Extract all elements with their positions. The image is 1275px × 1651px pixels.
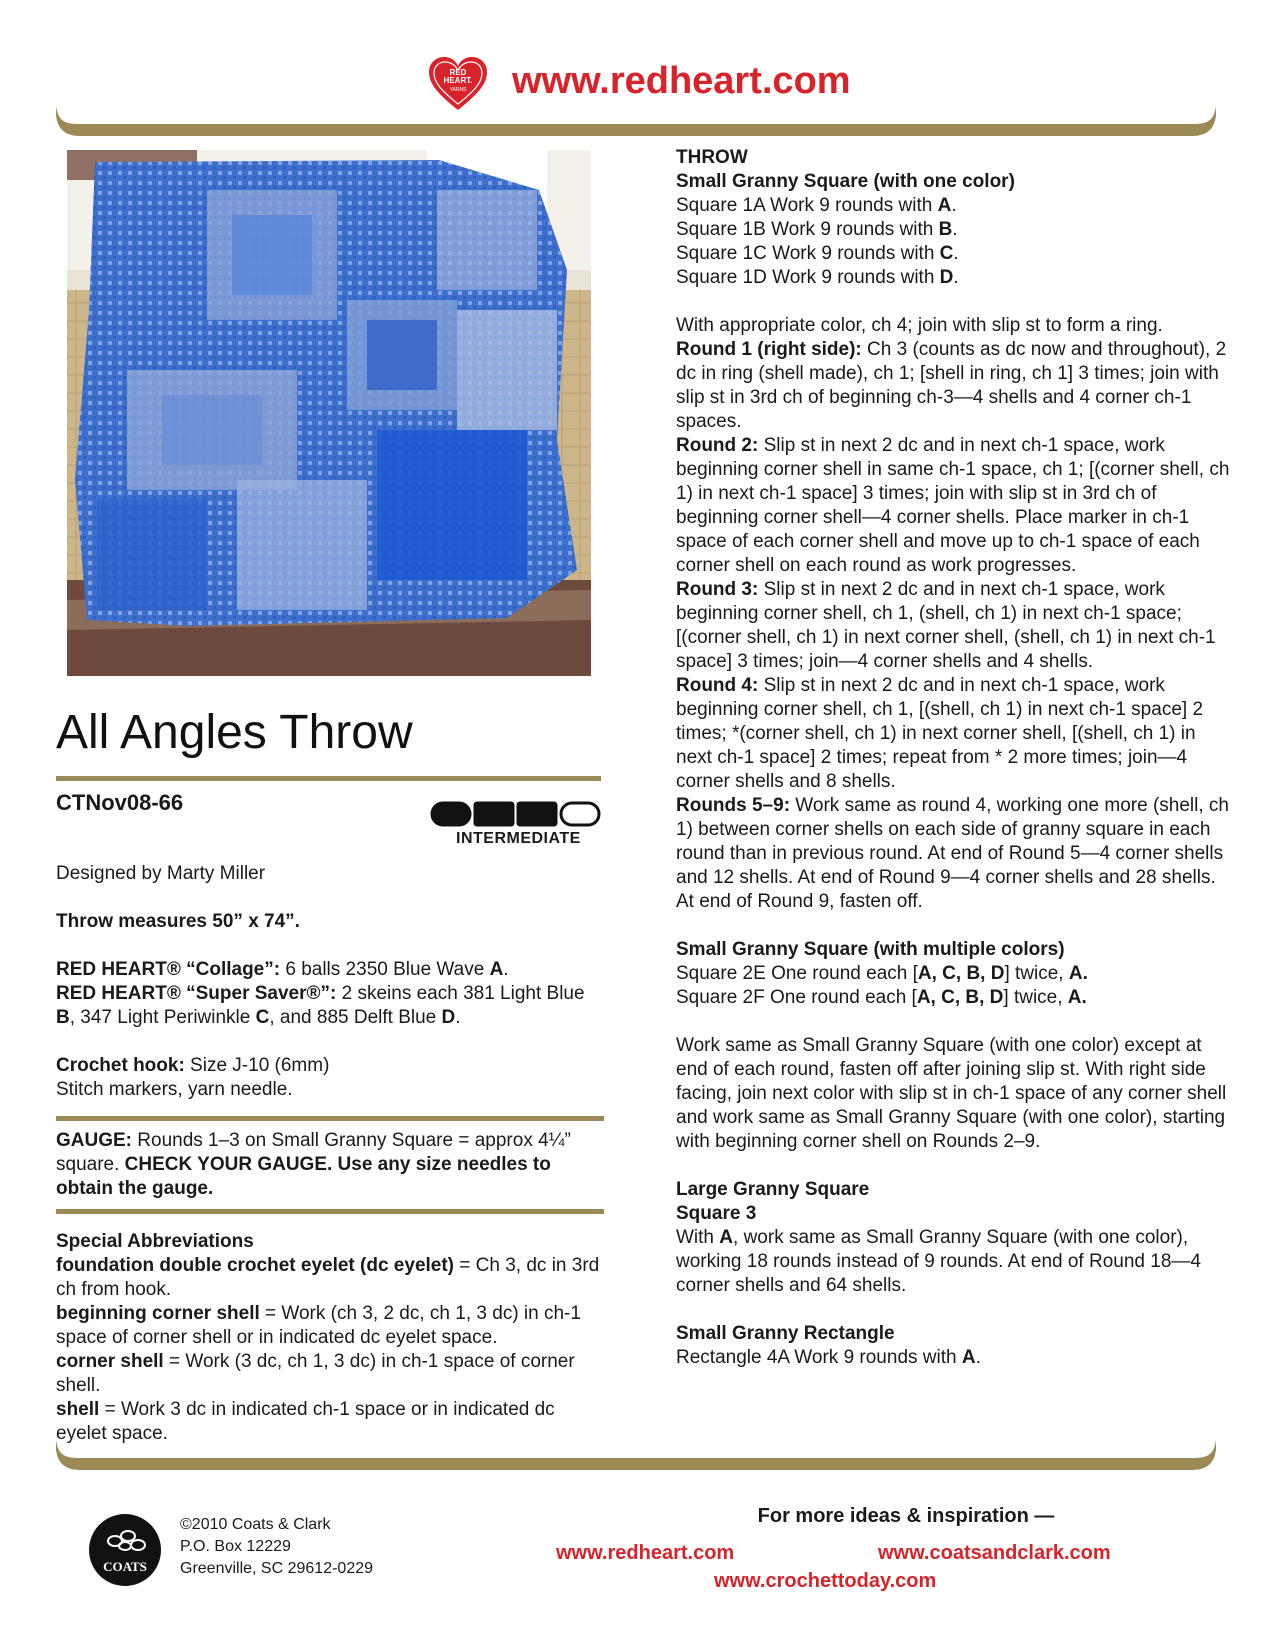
round-1 bbox=[676, 338, 1236, 434]
pattern-code: CTNov08-66 bbox=[56, 790, 184, 815]
yarn2-period: . bbox=[455, 1007, 461, 1028]
hook-text: Size J-10 (6mm) bbox=[184, 1055, 330, 1076]
footer-link-crochettoday[interactable]: www.crochettoday.com bbox=[714, 1570, 937, 1592]
color-letter: A bbox=[961, 1347, 976, 1368]
square-line bbox=[676, 194, 1236, 218]
rect-heading-text: Small Granny Rectangle bbox=[676, 1323, 895, 1344]
gauge-label: GAUGE: bbox=[56, 1130, 132, 1151]
lgs-heading-text: Large Granny Square bbox=[676, 1179, 870, 1200]
yarn1-letter: A bbox=[489, 959, 504, 980]
throw-photo bbox=[67, 150, 591, 676]
yarn2-label: RED HEART® “Super Saver®”: bbox=[56, 983, 337, 1004]
logo-text-heart: HEART. bbox=[443, 76, 473, 85]
rect-line bbox=[676, 1346, 1236, 1370]
twice-text: ] twice, bbox=[1004, 963, 1069, 984]
period: . bbox=[953, 267, 959, 288]
notions-line: Stitch markers, yarn needle. bbox=[56, 1079, 293, 1100]
square-line bbox=[676, 218, 1236, 242]
twice-text: ] twice, bbox=[1003, 987, 1068, 1008]
sgs2-heading bbox=[676, 938, 1236, 962]
square-1b: Square 1B Work 9 rounds with bbox=[676, 219, 939, 240]
square-line bbox=[676, 986, 1236, 1010]
logo-text-red: RED bbox=[449, 68, 467, 77]
abbr-item bbox=[56, 1254, 604, 1302]
color-letter: D bbox=[939, 267, 954, 288]
square-line bbox=[676, 266, 1236, 290]
sq3-heading-text: Square 3 bbox=[676, 1203, 757, 1224]
lgs-text bbox=[676, 1226, 1236, 1298]
period: . bbox=[1081, 987, 1087, 1008]
round-2 bbox=[676, 434, 1236, 578]
skill-segment-filled bbox=[475, 803, 513, 825]
yarn-collage bbox=[56, 958, 604, 982]
more-ideas-label: For more ideas & inspiration — bbox=[757, 1505, 1055, 1527]
color-sequence: A, C, B, D bbox=[917, 963, 1005, 984]
size-line bbox=[56, 910, 604, 934]
square-line bbox=[676, 242, 1236, 266]
period: . bbox=[975, 1347, 981, 1368]
yarn2-letter-d: D bbox=[441, 1007, 456, 1028]
gauge-rule-bottom bbox=[56, 1209, 604, 1214]
round-label: Round 2: bbox=[676, 435, 759, 456]
coats-logo bbox=[88, 1513, 162, 1587]
square-1a: Square 1A Work 9 rounds with bbox=[676, 195, 938, 216]
skill-level-meter bbox=[428, 800, 604, 828]
yarn-super-saver bbox=[56, 982, 604, 1030]
title-rule bbox=[56, 776, 601, 781]
po-box: P.O. Box 12229 bbox=[180, 1538, 291, 1555]
color-letter: A bbox=[937, 195, 952, 216]
sgs1-heading-text: Small Granny Square (with one color) bbox=[676, 171, 1015, 192]
abbr-term: beginning corner shell bbox=[56, 1303, 260, 1324]
color-letter: A bbox=[1068, 963, 1083, 984]
period: . bbox=[953, 243, 959, 264]
throw-heading bbox=[676, 146, 1236, 170]
yarn2-letter-c: C bbox=[255, 1007, 270, 1028]
yarn2-letter-b: B bbox=[56, 1007, 70, 1028]
color-letter: C bbox=[939, 243, 954, 264]
round-text: Slip st in next 2 dc and in next ch-1 space, work beginning corner shell, ch 1, [(shell, ch 1) in next ch-1 space] 2 times; *(corner shell, ch 1) in next corner shell, [(shell, ch 1) in next ch-1 space] 2 times; repeat from * 2 more times; join—4 corner shells and 8 shells. bbox=[676, 675, 1204, 792]
yarn1-text: 6 balls 2350 Blue Wave bbox=[280, 959, 490, 980]
square-2f: Square 2F One round each [ bbox=[676, 987, 917, 1008]
gauge-text: Rounds 1–3 on Small Granny Square = approx 4¼” square. bbox=[56, 1130, 571, 1175]
round-label: Round 3: bbox=[676, 579, 759, 600]
yarn2-text-c: , and 885 Delft Blue bbox=[269, 1007, 442, 1028]
lgs-body: , work same as Small Granny Square (with one color), working 18 rounds instead of 9 rounds. At end of Round 18—4 corner shells and 64 shells. bbox=[676, 1227, 1201, 1296]
designer-credit: Designed by Marty Miller bbox=[56, 863, 266, 884]
abbr-term: foundation double crochet eyelet (dc eyelet) bbox=[56, 1255, 455, 1276]
skill-segment-empty bbox=[561, 803, 599, 825]
copyright: ©2010 Coats & Clark bbox=[180, 1516, 331, 1533]
size-text: Throw measures 50” x 74”. bbox=[56, 911, 300, 932]
round-label: Round 4: bbox=[676, 675, 759, 696]
hook-label: Crochet hook: bbox=[56, 1055, 185, 1076]
instructions-column bbox=[676, 146, 1236, 1370]
square-1c: Square 1C Work 9 rounds with bbox=[676, 243, 940, 264]
abbr-def: = Ch 3, dc in 3rd ch from hook. bbox=[56, 1255, 600, 1300]
rect-heading bbox=[676, 1322, 1236, 1346]
rect-4a: Rectangle 4A Work 9 rounds with bbox=[676, 1347, 962, 1368]
sgs1-heading bbox=[676, 170, 1236, 194]
lgs-with: With bbox=[676, 1227, 720, 1248]
yarn1-label: RED HEART® “Collage”: bbox=[56, 959, 281, 980]
pattern-title: All Angles Throw bbox=[56, 706, 413, 759]
abbr-def: = Work (3 dc, ch 1, 3 dc) in ch-1 space of corner shell. bbox=[56, 1351, 575, 1396]
skill-segment-filled bbox=[518, 803, 556, 825]
coats-logo-text: COATS bbox=[103, 1559, 147, 1574]
abbr-term: shell bbox=[56, 1399, 100, 1420]
abbr-item bbox=[56, 1302, 604, 1350]
publisher-address bbox=[180, 1514, 373, 1580]
round-text: Work same as round 4, working one more (shell, ch 1) between corner shells on each side of granny square in each round than in previous round. At end of Round 5—4 corner shells and 12 shells. At end of Round 9—4 corner shells and 28 shells. At end of Round 9, fasten off. bbox=[676, 795, 1229, 912]
period: . bbox=[1082, 963, 1088, 984]
color-sequence: A, C, B, D bbox=[916, 987, 1004, 1008]
round-4 bbox=[676, 674, 1236, 794]
skill-segment-filled bbox=[432, 803, 470, 825]
sgs2-heading-text: Small Granny Square (with multiple colors) bbox=[676, 939, 1065, 960]
header-swoosh-divider bbox=[56, 104, 1216, 136]
lgs-heading bbox=[676, 1178, 1236, 1202]
square-1d: Square 1D Work 9 rounds with bbox=[676, 267, 940, 288]
header-site-link[interactable]: www.redheart.com bbox=[512, 60, 851, 102]
footer-swoosh-divider bbox=[56, 1438, 1216, 1470]
period: . bbox=[951, 195, 957, 216]
city-line: Greenville, SC 29612-0229 bbox=[180, 1560, 374, 1577]
period: . bbox=[952, 219, 958, 240]
yarn2-text-a: 2 skeins each 381 Light Blue bbox=[336, 983, 585, 1004]
round-text: Slip st in next 2 dc and in next ch-1 space, work beginning corner shell in same ch-1 space, ch 1; [(corner shell, ch 1) in next ch-1 space] 3 times; join with slip st in 3rd ch of beginning corner shell—4 corner shells. Place marker in ch-1 space of each corner shell and move up to ch-1 space of each corner shell on each round as work progresses. bbox=[676, 435, 1230, 576]
hook-line bbox=[56, 1054, 604, 1078]
abbr-heading-text: Special Abbreviations bbox=[56, 1231, 254, 1252]
round-text: Slip st in next 2 dc and in next ch-1 space, work beginning corner shell, ch 1, (shell, ch 1) in next ch-1 space; [(corner shell, ch 1) in next corner shell, (shell, ch 1) in next ch-1 space] 3 times; join—4 corner shells and 4 shells. bbox=[676, 579, 1216, 672]
footer-link-coatsandclark[interactable]: www.coatsandclark.com bbox=[878, 1542, 1111, 1564]
abbr-item bbox=[56, 1350, 604, 1398]
gauge-rule-top bbox=[56, 1116, 604, 1121]
gauge-block bbox=[56, 1129, 604, 1201]
color-letter: B bbox=[938, 219, 953, 240]
throw-heading-text: THROW bbox=[676, 147, 748, 168]
logo-text-yarns: YARNS bbox=[449, 87, 467, 93]
yarn2-text-b: , 347 Light Periwinkle bbox=[69, 1007, 256, 1028]
square-line bbox=[676, 962, 1236, 986]
ring-instruction: With appropriate color, ch 4; join with slip st to form a ring. bbox=[676, 315, 1163, 336]
footer-link-redheart[interactable]: www.redheart.com bbox=[556, 1542, 735, 1564]
sq3-heading bbox=[676, 1202, 1236, 1226]
color-letter: A bbox=[719, 1227, 734, 1248]
skill-level-label: INTERMEDIATE bbox=[456, 830, 581, 847]
rounds-5-9 bbox=[676, 794, 1236, 914]
abbr-term: corner shell bbox=[56, 1351, 164, 1372]
multi-color-text: Work same as Small Granny Square (with one color) except at end of each round, fasten off after joining slip st. With right side facing, join next color with slip st in ch-1 space of any corner shell and work same as Small Granny Square (with one color), starting with beginning corner shell on Rounds 2–9. bbox=[676, 1035, 1227, 1152]
square-2e: Square 2E One round each [ bbox=[676, 963, 918, 984]
abbr-def: = Work (ch 3, 2 dc, ch 1, 3 dc) in ch-1 space of corner shell or in indicated dc eyelet space. bbox=[56, 1303, 581, 1348]
round-text: Ch 3 (counts as dc now and throughout), 2 dc in ring (shell made), ch 1; [shell in ring, ch 1] 3 times; join with slip st in 3rd ch of beginning ch-3—4 shells and 4 corner ch-1 spaces. bbox=[676, 339, 1227, 432]
round-label: Round 1 (right side): bbox=[676, 339, 862, 360]
gauge-check: CHECK YOUR GAUGE. Use any size needles to obtain the gauge. bbox=[56, 1154, 551, 1199]
round-label: Rounds 5–9: bbox=[676, 795, 791, 816]
round-3 bbox=[676, 578, 1236, 674]
abbr-heading bbox=[56, 1230, 604, 1254]
yarn1-period: . bbox=[503, 959, 509, 980]
color-letter: A bbox=[1067, 987, 1082, 1008]
abbr-def: = Work 3 dc in indicated ch-1 space or in indicated dc eyelet space. bbox=[56, 1399, 555, 1444]
materials-column bbox=[56, 862, 604, 1446]
